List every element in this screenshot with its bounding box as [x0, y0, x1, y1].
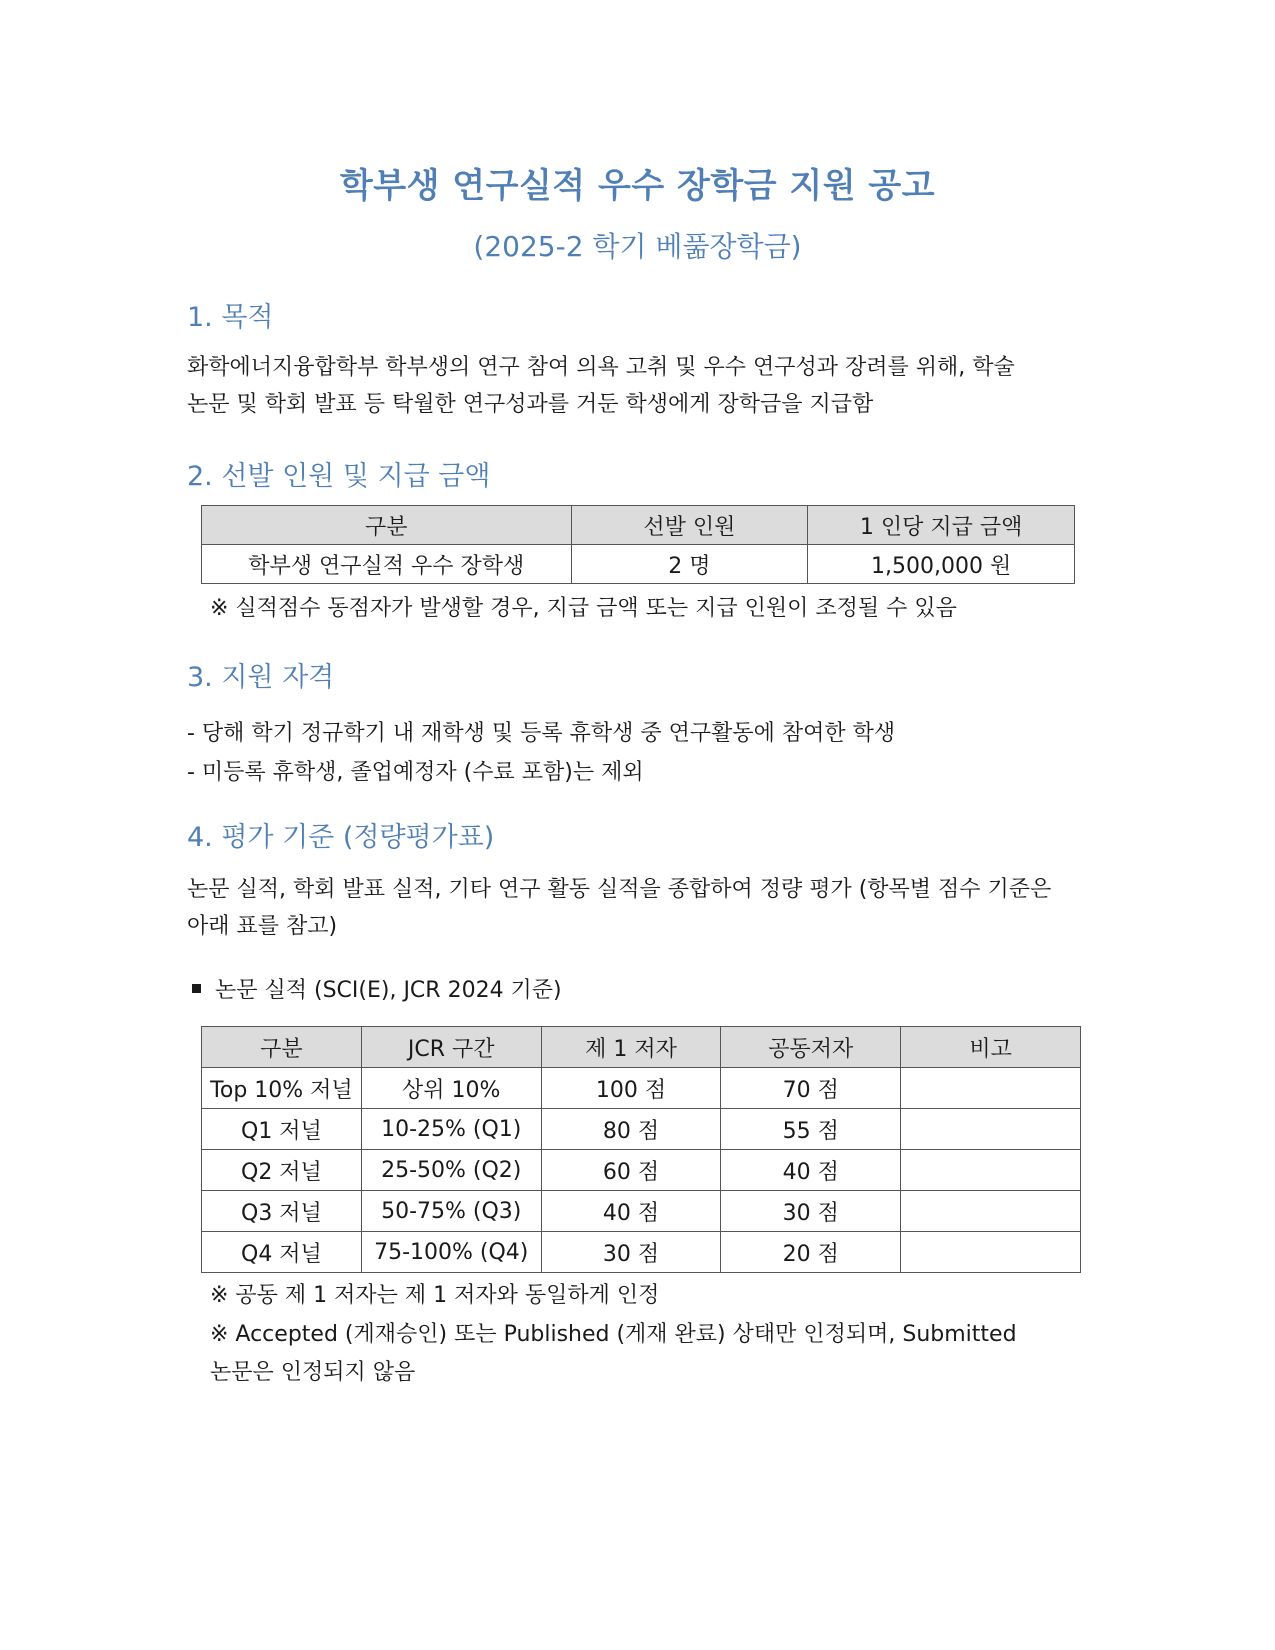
selection-table: [201, 505, 1075, 584]
table-header-cell: 제 1 저자: [541, 1027, 721, 1068]
table-cell: Top 10% 저널: [202, 1068, 362, 1109]
table-row: [202, 1191, 1081, 1232]
table-cell: 학부생 연구실적 우수 장학생: [202, 545, 572, 584]
selection-note: ※ 실적점수 동점자가 발생할 경우, 지급 금액 또는 지급 인원이 조정될 수 있음: [210, 596, 957, 621]
table-row: [202, 1232, 1081, 1273]
table-header-row: [202, 506, 1075, 545]
table-cell: 100 점: [541, 1068, 721, 1109]
table-cell: 75-100% (Q4): [361, 1232, 541, 1273]
table-header-cell: 구분: [202, 1027, 362, 1068]
eligibility-item: - 미등록 휴학생, 졸업예정자 (수료 포함)는 제외: [187, 760, 644, 785]
table-cell: [901, 1191, 1081, 1232]
table-cell: [901, 1109, 1081, 1150]
square-bullet-icon: [192, 984, 201, 993]
table-cell: 20 점: [721, 1232, 901, 1273]
table-cell: 30 점: [721, 1191, 901, 1232]
purpose-line-2: 논문 및 학회 발표 등 탁월한 연구성과를 거둔 학생에게 장학금을 지급함: [187, 392, 874, 417]
table-cell: 80 점: [541, 1109, 721, 1150]
section-heading-selection: 2. 선발 인원 및 지급 금액: [187, 461, 491, 492]
table-header-row: [202, 1027, 1081, 1068]
section-heading-purpose: 1. 목적: [187, 302, 274, 333]
table-cell: 2 명: [571, 545, 808, 584]
table-cell: [901, 1068, 1081, 1109]
table-cell: 60 점: [541, 1150, 721, 1191]
table-cell: 40 점: [721, 1150, 901, 1191]
table-header-cell: 공동저자: [721, 1027, 901, 1068]
table-cell: [901, 1232, 1081, 1273]
table-cell: 25-50% (Q2): [361, 1150, 541, 1191]
table-header-cell: JCR 구간: [361, 1027, 541, 1068]
table-header-cell: 구분: [202, 506, 572, 545]
criteria-line-2: 아래 표를 참고): [187, 914, 338, 939]
paper-note-2: ※ Accepted (게재승인) 또는 Published (게재 완료) 상태만 인정되며, Submitted: [210, 1322, 1017, 1347]
table-cell: 10-25% (Q1): [361, 1109, 541, 1150]
table-header-cell: 비고: [901, 1027, 1081, 1068]
paper-score-table: [201, 1026, 1081, 1273]
table-cell: Q3 저널: [202, 1191, 362, 1232]
table-cell: 55 점: [721, 1109, 901, 1150]
table-header-cell: 1 인당 지급 금액: [808, 506, 1075, 545]
criteria-line-1: 논문 실적, 학회 발표 실적, 기타 연구 활동 실적을 종합하여 정량 평가 (항목별 점수 기준은: [187, 877, 1052, 902]
table-cell: 상위 10%: [361, 1068, 541, 1109]
table-cell: Q2 저널: [202, 1150, 362, 1191]
page-title: 학부생 연구실적 우수 장학금 지원 공고: [339, 166, 936, 206]
table-cell: 30 점: [541, 1232, 721, 1273]
table-row: [202, 1068, 1081, 1109]
table-row: [202, 1150, 1081, 1191]
table-row: [202, 1109, 1081, 1150]
table-cell: 1,500,000 원: [808, 545, 1075, 584]
page-subtitle: (2025-2 학기 베풂장학금): [473, 230, 802, 263]
section-heading-eligibility: 3. 지원 자격: [187, 662, 335, 693]
table-cell: 40 점: [541, 1191, 721, 1232]
table-cell: [901, 1150, 1081, 1191]
paper-note-2-cont: 논문은 인정되지 않음: [210, 1360, 416, 1385]
eligibility-item: - 당해 학기 정규학기 내 재학생 및 등록 휴학생 중 연구활동에 참여한 학생: [187, 721, 896, 746]
table-cell: 50-75% (Q3): [361, 1191, 541, 1232]
table-row: [202, 545, 1075, 584]
purpose-line-1: 화학에너지융합학부 학부생의 연구 참여 의욕 고취 및 우수 연구성과 장려를 위해, 학술: [187, 355, 1015, 380]
table-cell: Q1 저널: [202, 1109, 362, 1150]
table-cell: Q4 저널: [202, 1232, 362, 1273]
section-heading-criteria: 4. 평가 기준 (정량평가표): [187, 822, 495, 853]
paper-bullet-text: 논문 실적 (SCI(E), JCR 2024 기준): [215, 978, 562, 1003]
table-header-cell: 선발 인원: [571, 506, 808, 545]
table-cell: 70 점: [721, 1068, 901, 1109]
paper-note-1: ※ 공동 제 1 저자는 제 1 저자와 동일하게 인정: [210, 1283, 660, 1308]
paper-bullet: [192, 973, 562, 1004]
